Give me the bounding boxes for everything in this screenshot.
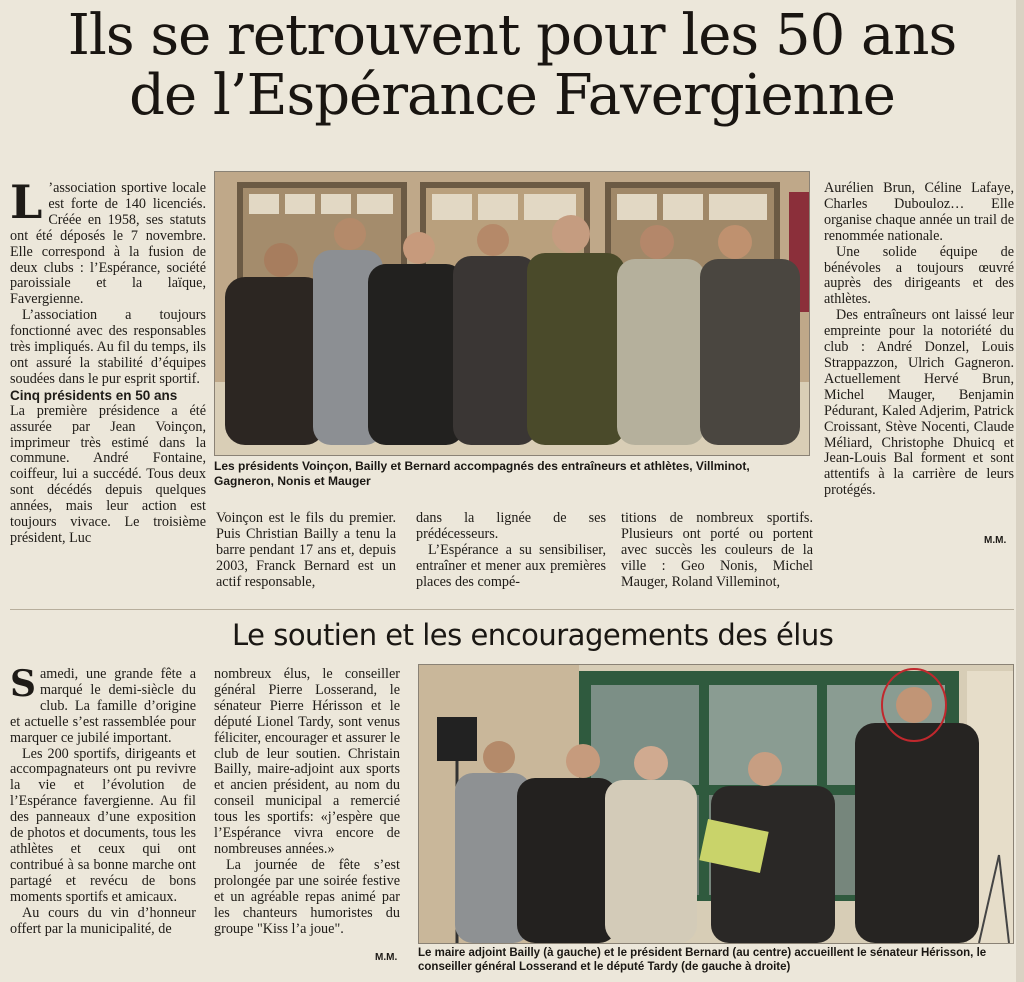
article2-signature: M.M. xyxy=(375,952,398,963)
article2-column-2: nombreux élus, le conseiller général Pierre Losserand, le sénateur Pierre Hérisson et le député Lionel Tardy, sont venus féliciter, encourager et assurer le club de leur soutien. Christain Bailly, maire-adjoint aux sports et ancien président, au nom du conseil municipal a remercié tous les sportifs: «j’espère que l’Espérance vivra encore de nombreuses années.» La journée de fête s’est prolongée par une soirée festive et un agréable repas animé par les chanteurs humoristes du groupe "Kiss l’a joue". xyxy=(214,666,400,937)
article1-paragraph-2: L’association a toujours fonctionné avec des responsables très impliqués. Au fil du temps, ils ont assuré la stabilité d’équipes soudées dans le pur esprit sportif. xyxy=(10,307,206,387)
article2-paragraph-3: Au cours du vin d’honneur offert par la municipalité, de xyxy=(10,904,196,937)
article1-subhead: Cinq présidents en 50 ans xyxy=(10,387,178,403)
photo-1-caption: Les présidents Voinçon, Bailly et Bernard accompagnés des entraîneurs et athlètes, Villminot, Gagneron, Nonis et Mauger xyxy=(214,459,750,488)
group-photo-illustration xyxy=(215,172,809,455)
article2-paragraph-2: Les 200 sportifs, dirigeants et accompagnateurs ont pu revivre la vie et l’évolution de l’Espérance favergienne. Au fil des panneaux d’une exposition de photos et documents, tous les athlètes et ceux qui ont contribué à sa bonne marche ont partagé et revécu de bons moments sportifs et amicaux. xyxy=(10,745,196,905)
photo-2-caption: Le maire adjoint Bailly (à gauche) et le président Bernard (au centre) accueillent le sénateur Hérisson, le conseiller général Losserand et le député Tardy (de gauche à droite) xyxy=(418,947,987,973)
dropcap-l: L xyxy=(10,175,43,229)
article-divider xyxy=(10,609,1014,610)
article2-column-1 xyxy=(10,663,196,937)
adjacent-page-edge xyxy=(1016,0,1024,982)
headline-line-2: de l’Espérance Favergienne xyxy=(129,63,895,128)
article1-column-3: dans la lignée de ses prédécesseurs. L’Espérance a su sensibiliser, entraîner et mener aux premières places des compé- xyxy=(416,510,606,590)
dropcap-s: S xyxy=(10,663,36,705)
article1-column-1 xyxy=(10,175,206,547)
article1-signature: M.M. xyxy=(984,535,1007,546)
officials-photo xyxy=(418,664,1014,944)
article1-column-2: Voinçon est le fils du premier. Puis Christian Bailly a tenu la barre pendant 17 ans et, depuis 2003, Franck Bernard est un actif responsable, xyxy=(216,510,396,590)
group-photo-presidents xyxy=(214,171,810,456)
headline xyxy=(0,3,1024,128)
article2-paragraph-1: Samedi, une grande fête a marqué le demi-siècle du club. La famille d’origine et actuelle s’est rassemblée pour marquer ce jubilé important. xyxy=(10,663,196,746)
article1-column-5: Aurélien Brun, Céline Lafaye, Charles Dubouloz… Elle organise chaque année un trail de renommée nationale. Une solide équipe de bénévoles a toujours œuvré auprès des dirigeants et des athlètes. Des entraîneurs ont laissé leur empreinte pour la notoriété du club : André Donzel, Louis Strappazzon, Ulrich Gagneron. Actuellement Hervé Brun, Michel Mauger, Benjamin Pédurant, Kaled Adjerim, Patrick Croissant, Stève Nocenti, Claude Méliard, Christophe Dhuicq et Jean-Louis Bal forment et sont attentifs à la carrière de leurs protégés. xyxy=(824,180,1014,499)
officials-photo-illustration xyxy=(419,665,1013,943)
article2-title: Le soutien et les encouragements des élus xyxy=(232,618,834,652)
article1-column-4: titions de nombreux sportifs. Plusieurs ont porté ou portent avec succès les couleurs de la ville : Geo Nonis, Michel Mauger, Roland Villeminot, xyxy=(621,510,813,590)
article1-paragraph-3: La première présidence a été assurée par Jean Voinçon, imprimeur très estimé dans la commune. André Fontaine, coiffeur, lui a succédé. Tous deux sont décédés depuis quelques années, mais leur action est toujours vivace. Le troisième président, Luc xyxy=(10,402,206,546)
headline-line-1: Ils se retrouvent pour les 50 ans xyxy=(67,3,957,68)
article1-paragraph-1: L ’association sportive locale est forte de 140 licenciés. Créée en 1958, ses statuts ont été déposés le 7 novembre. Elle correspond à la fusion de deux clubs : l’Espérance, société paroissiale et la laïque, Favergienne. xyxy=(10,175,206,308)
